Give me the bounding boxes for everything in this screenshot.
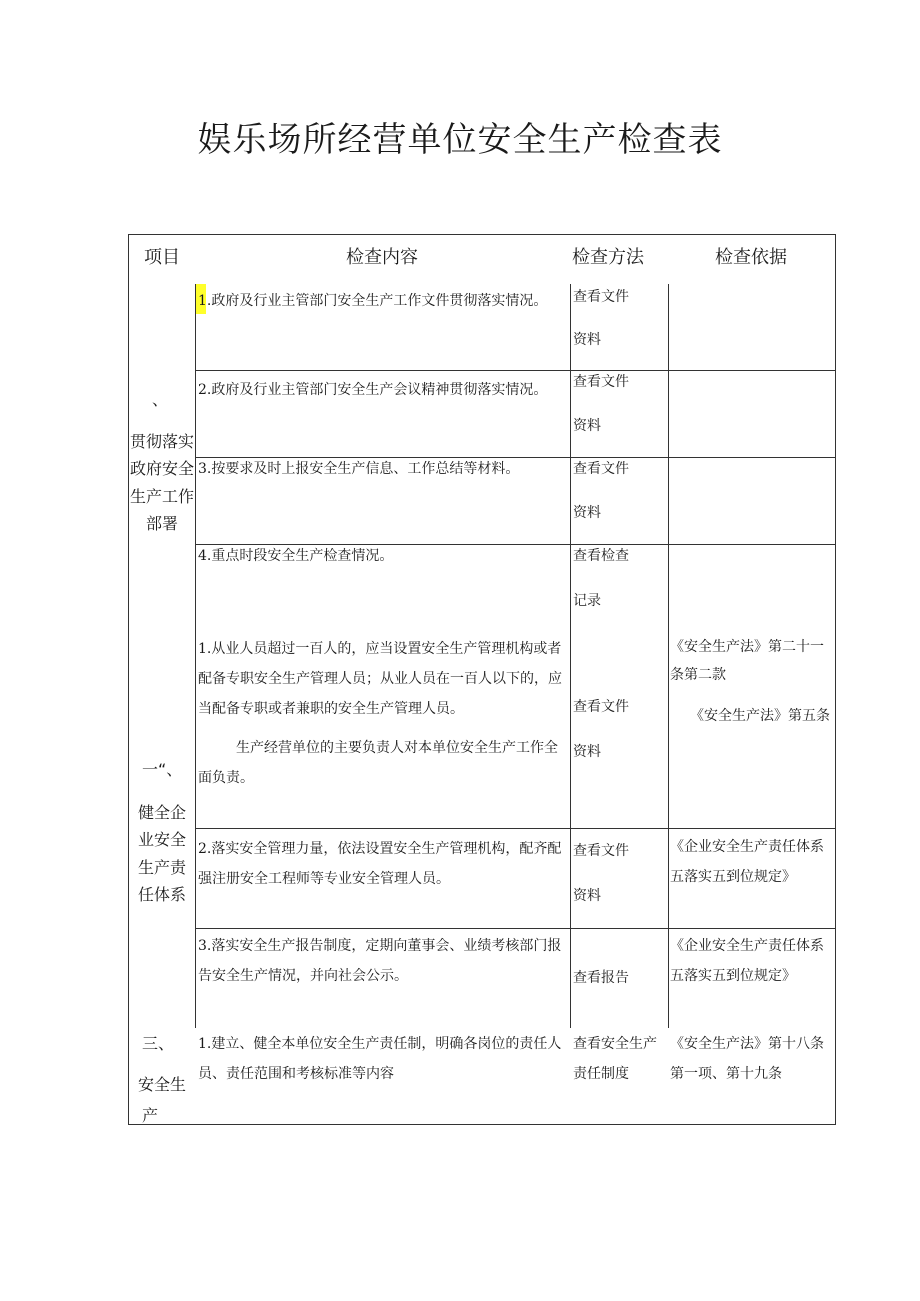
check-basis: 《企业安全生产责任体系五落实五到位规定》 (670, 938, 824, 984)
col-line-2 (570, 284, 571, 1028)
check-method: 资料 (573, 888, 601, 904)
col-line-3 (668, 284, 669, 1028)
check-method: 查看文件 (573, 461, 629, 477)
check-content: 1.建立、健全本单位安全生产责任制，明确各岗位的责任人员、责任范围和考核标准等内容 (198, 1036, 562, 1082)
row-line (195, 928, 836, 929)
section-label: 产 (142, 1106, 159, 1125)
check-method: 查看文件 (573, 289, 629, 305)
check-content: 1.从业人员超过一百人的，应当设置安全生产管理机构或者配备专职安全生产管理人员；从业人员在一百人以下的，应当配备专职或者兼职的安全生产管理人员。 (198, 641, 562, 717)
col-line-1 (195, 284, 196, 1028)
section-label: 生产工作 (129, 487, 194, 506)
row-line (195, 370, 836, 371)
header-basis: 检查依据 (715, 247, 787, 268)
section-label: 部署 (145, 514, 178, 533)
row-line (195, 828, 836, 829)
check-content: 1.政府及行业主管部门安全生产工作文件贯彻落实情况。 (198, 293, 548, 309)
check-content: 生产经营单位的主要负责人对本单位安全生产工作全面负责。 (198, 740, 558, 786)
check-method: 资料 (573, 505, 601, 521)
section-label: 三、 (142, 1034, 175, 1053)
section-label: 生产责 (137, 858, 186, 877)
section-label: 、 (151, 390, 168, 409)
check-content: 3.按要求及时上报安全生产信息、工作总结等材料。 (198, 461, 520, 477)
check-method: 查看检查 (573, 548, 629, 564)
section-label: 政府安全 (129, 459, 194, 478)
check-method: 查看文件 (573, 699, 629, 715)
check-content: 2.政府及行业主管部门安全生产会议精神贯彻落实情况。 (198, 382, 548, 398)
check-content: 2.落实安全管理力量，依法设置安全生产管理机构，配齐配强注册安全工程师等专业安全管理人员。 (198, 841, 562, 887)
check-content: 3.落实安全生产报告制度，定期向董事会、业绩考核部门报告安全生产情况，并向社会公示。 (198, 938, 562, 984)
check-basis: 《安全生产法》第二十一条第二款 (670, 639, 824, 683)
check-basis: 《企业安全生产责任体系五落实五到位规定》 (670, 839, 824, 885)
check-method: 记录 (573, 593, 601, 609)
check-basis: 《安全生产法》第十八条第一项、第十九条 (670, 1036, 824, 1082)
check-method: 查看安全生产责任制度 (573, 1036, 657, 1082)
check-method: 查看文件 (573, 374, 629, 390)
check-basis: 《安全生产法》第五条 (690, 708, 830, 724)
header-item: 项目 (144, 247, 180, 268)
header-method: 检查方法 (572, 247, 644, 268)
section-label: 贯彻落实 (129, 432, 194, 451)
check-method: 资料 (573, 418, 601, 434)
check-method: 资料 (573, 332, 601, 348)
section-label: 健全企 (137, 803, 186, 822)
check-method: 查看报告 (573, 970, 629, 986)
document-title: 娱乐场所经营单位安全生产检查表 (197, 120, 723, 160)
section-label: 业安全 (137, 830, 186, 849)
header-content: 检查内容 (346, 247, 418, 268)
section-label: 任体系 (137, 885, 186, 904)
section-label: 一“、 (142, 760, 183, 779)
check-method: 资料 (573, 744, 601, 760)
section-label: 安全生 (137, 1075, 186, 1094)
check-method: 查看文件 (573, 843, 629, 859)
check-content: 4.重点时段安全生产检查情况。 (198, 548, 394, 564)
